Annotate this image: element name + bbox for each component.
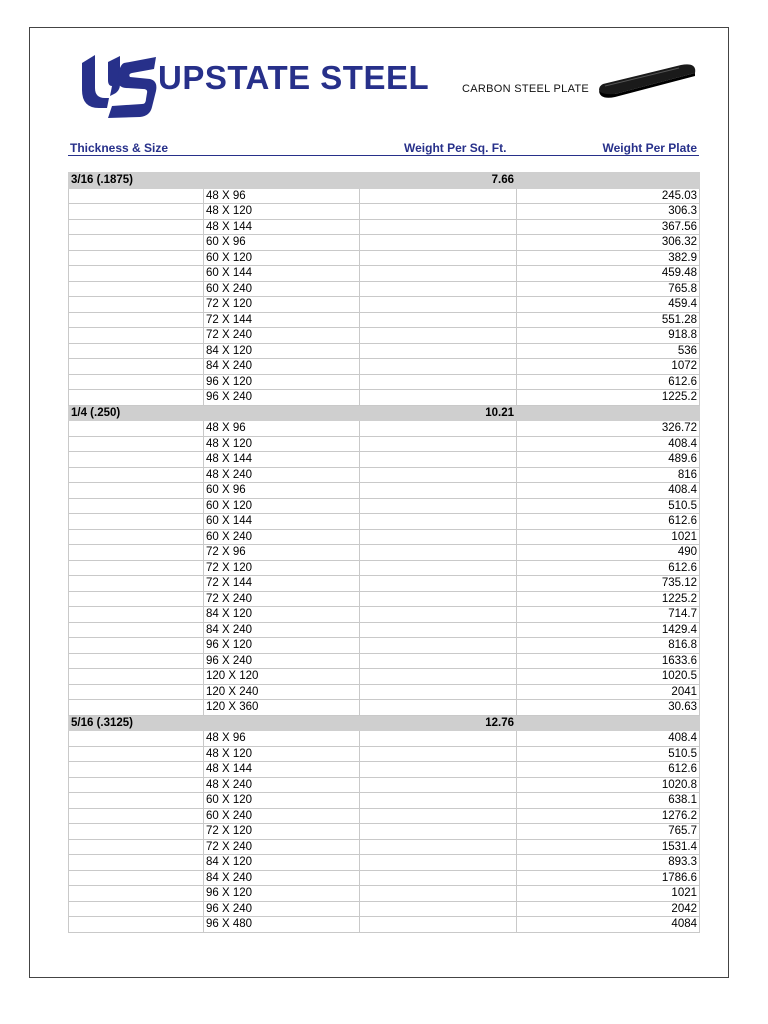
table-row — [69, 452, 700, 468]
plate-weight: 408.4 — [517, 436, 700, 452]
empty-cell — [360, 545, 517, 561]
plate-weight: 638.1 — [517, 793, 700, 809]
group-weight-per-sqft: 12.76 — [360, 715, 517, 731]
table-row — [69, 467, 700, 483]
plate-size: 96 X 480 — [204, 917, 360, 933]
plate-weight: 612.6 — [517, 374, 700, 390]
table-row — [69, 529, 700, 545]
empty-cell — [69, 839, 204, 855]
plate-size: 96 X 120 — [204, 374, 360, 390]
empty-cell — [360, 669, 517, 685]
empty-cell — [69, 452, 204, 468]
plate-weight: 510.5 — [517, 746, 700, 762]
plate-weight: 382.9 — [517, 250, 700, 266]
plate-size: 72 X 120 — [204, 297, 360, 313]
plate-size: 96 X 120 — [204, 886, 360, 902]
empty-cell — [69, 824, 204, 840]
empty-cell — [69, 483, 204, 499]
header-weight-per-plate: Weight Per Plate — [602, 141, 697, 155]
plate-size: 72 X 96 — [204, 545, 360, 561]
plate-weight: 489.6 — [517, 452, 700, 468]
empty-cell — [360, 746, 517, 762]
plate-size: 48 X 120 — [204, 746, 360, 762]
empty-cell — [360, 235, 517, 251]
group-weight-per-sqft: 10.21 — [360, 405, 517, 421]
plate-size: 48 X 120 — [204, 436, 360, 452]
empty-cell — [360, 514, 517, 530]
table-row — [69, 266, 700, 282]
empty-cell — [69, 638, 204, 654]
table-row — [69, 204, 700, 220]
table-row — [69, 622, 700, 638]
empty-cell — [360, 343, 517, 359]
plate-size: 72 X 240 — [204, 839, 360, 855]
plate-size: 120 X 240 — [204, 684, 360, 700]
group-thickness: 5/16 (.3125) — [69, 715, 360, 731]
empty-cell — [360, 421, 517, 437]
empty-cell — [360, 328, 517, 344]
plate-size: 48 X 96 — [204, 421, 360, 437]
plate-weight: 714.7 — [517, 607, 700, 623]
empty-cell — [69, 529, 204, 545]
header-weight-per-sqft: Weight Per Sq. Ft. — [404, 141, 507, 155]
plate-weight: 408.4 — [517, 483, 700, 499]
plate-size: 72 X 240 — [204, 591, 360, 607]
empty-cell — [360, 762, 517, 778]
plate-weight: 1072 — [517, 359, 700, 375]
plate-weight: 459.4 — [517, 297, 700, 313]
empty-cell — [360, 498, 517, 514]
table-row — [69, 436, 700, 452]
plate-weight: 1225.2 — [517, 390, 700, 406]
plate-weight: 816 — [517, 467, 700, 483]
plate-size: 84 X 240 — [204, 359, 360, 375]
empty-cell — [360, 901, 517, 917]
plate-weight: 1021 — [517, 886, 700, 902]
empty-cell — [69, 762, 204, 778]
plate-weight: 765.8 — [517, 281, 700, 297]
table-row — [69, 653, 700, 669]
empty-cell — [69, 607, 204, 623]
table-row — [69, 839, 700, 855]
table-row — [69, 343, 700, 359]
plate-size: 96 X 240 — [204, 390, 360, 406]
table-row — [69, 312, 700, 328]
plate-weight: 459.48 — [517, 266, 700, 282]
table-row — [69, 870, 700, 886]
plate-weight: 765.7 — [517, 824, 700, 840]
plate-size: 48 X 96 — [204, 731, 360, 747]
product-title: CARBON STEEL PLATE — [462, 83, 590, 95]
steel-plate-icon — [597, 64, 699, 98]
empty-cell — [360, 886, 517, 902]
plate-size: 48 X 96 — [204, 188, 360, 204]
empty-cell — [360, 855, 517, 871]
empty-cell — [69, 591, 204, 607]
plate-size: 72 X 120 — [204, 560, 360, 576]
table-row — [69, 421, 700, 437]
plate-size: 48 X 144 — [204, 219, 360, 235]
plate-weight: 893.3 — [517, 855, 700, 871]
table-row — [69, 684, 700, 700]
plate-weight: 536 — [517, 343, 700, 359]
empty-cell — [360, 374, 517, 390]
table-row — [69, 762, 700, 778]
empty-cell — [360, 917, 517, 933]
plate-weight: 510.5 — [517, 498, 700, 514]
empty-cell — [360, 591, 517, 607]
empty-cell — [69, 777, 204, 793]
empty-cell — [360, 622, 517, 638]
table-row — [69, 746, 700, 762]
empty-cell — [360, 870, 517, 886]
group-header-row — [69, 173, 700, 189]
empty-cell — [360, 576, 517, 592]
plate-size: 48 X 120 — [204, 204, 360, 220]
empty-cell — [360, 653, 517, 669]
empty-cell — [360, 638, 517, 654]
table-row — [69, 297, 700, 313]
plate-size: 96 X 120 — [204, 638, 360, 654]
table-row — [69, 808, 700, 824]
table-row — [69, 669, 700, 685]
empty-cell — [360, 467, 517, 483]
empty-cell — [360, 777, 517, 793]
empty-cell — [360, 359, 517, 375]
empty-cell — [360, 731, 517, 747]
empty-cell — [360, 483, 517, 499]
empty-cell — [360, 219, 517, 235]
empty-cell — [360, 297, 517, 313]
table-row — [69, 219, 700, 235]
empty-cell — [69, 188, 204, 204]
table-row — [69, 886, 700, 902]
plate-size: 84 X 240 — [204, 622, 360, 638]
table-row — [69, 560, 700, 576]
plate-weight: 1531.4 — [517, 839, 700, 855]
empty-cell — [360, 684, 517, 700]
empty-cell — [360, 560, 517, 576]
table-row — [69, 638, 700, 654]
plate-size: 60 X 144 — [204, 266, 360, 282]
table-row — [69, 390, 700, 406]
table-row — [69, 374, 700, 390]
empty-cell — [360, 188, 517, 204]
plate-weight: 1276.2 — [517, 808, 700, 824]
plate-size: 120 X 360 — [204, 700, 360, 716]
table-row — [69, 545, 700, 561]
empty-cell — [360, 700, 517, 716]
empty-cell — [69, 684, 204, 700]
plate-weight: 551.28 — [517, 312, 700, 328]
plate-weight: 2042 — [517, 901, 700, 917]
plate-weight: 326.72 — [517, 421, 700, 437]
empty-cell — [360, 824, 517, 840]
empty-cell — [69, 436, 204, 452]
table-row — [69, 777, 700, 793]
plate-size: 60 X 96 — [204, 483, 360, 499]
empty-cell — [69, 359, 204, 375]
group-empty-cell — [517, 173, 700, 189]
plate-weight: 612.6 — [517, 560, 700, 576]
plate-size: 72 X 144 — [204, 576, 360, 592]
empty-cell — [69, 514, 204, 530]
header-thickness-size: Thickness & Size — [70, 141, 169, 155]
table-row — [69, 235, 700, 251]
plate-size: 48 X 240 — [204, 777, 360, 793]
plate-size: 48 X 240 — [204, 467, 360, 483]
empty-cell — [69, 669, 204, 685]
empty-cell — [360, 436, 517, 452]
table-row — [69, 359, 700, 375]
header-divider — [68, 155, 699, 156]
plate-size: 60 X 120 — [204, 250, 360, 266]
plate-weight-table-body — [69, 173, 700, 933]
empty-cell — [69, 653, 204, 669]
empty-cell — [360, 390, 517, 406]
plate-size: 60 X 240 — [204, 529, 360, 545]
plate-size: 96 X 240 — [204, 901, 360, 917]
table-row — [69, 250, 700, 266]
plate-size: 72 X 120 — [204, 824, 360, 840]
us-monogram-logo-icon — [78, 50, 158, 118]
empty-cell — [69, 855, 204, 871]
empty-cell — [69, 498, 204, 514]
plate-size: 60 X 96 — [204, 235, 360, 251]
plate-weight: 1020.8 — [517, 777, 700, 793]
group-thickness: 3/16 (.1875) — [69, 173, 360, 189]
empty-cell — [360, 529, 517, 545]
table-row — [69, 188, 700, 204]
plate-size: 96 X 240 — [204, 653, 360, 669]
plate-size: 60 X 120 — [204, 498, 360, 514]
plate-size: 84 X 120 — [204, 343, 360, 359]
empty-cell — [69, 870, 204, 886]
plate-weight: 1786.6 — [517, 870, 700, 886]
table-row — [69, 917, 700, 933]
group-header-row — [69, 405, 700, 421]
empty-cell — [69, 281, 204, 297]
table-row — [69, 483, 700, 499]
plate-size: 84 X 120 — [204, 855, 360, 871]
plate-weight: 1021 — [517, 529, 700, 545]
empty-cell — [360, 839, 517, 855]
plate-size: 84 X 120 — [204, 607, 360, 623]
group-empty-cell — [517, 405, 700, 421]
plate-weight: 306.32 — [517, 235, 700, 251]
empty-cell — [69, 576, 204, 592]
empty-cell — [69, 886, 204, 902]
empty-cell — [69, 266, 204, 282]
table-row — [69, 731, 700, 747]
empty-cell — [360, 793, 517, 809]
plate-size: 60 X 240 — [204, 281, 360, 297]
table-row — [69, 855, 700, 871]
table-row — [69, 793, 700, 809]
empty-cell — [69, 421, 204, 437]
empty-cell — [69, 793, 204, 809]
plate-weight: 1633.6 — [517, 653, 700, 669]
plate-weight: 490 — [517, 545, 700, 561]
empty-cell — [360, 250, 517, 266]
plate-size: 60 X 240 — [204, 808, 360, 824]
empty-cell — [69, 545, 204, 561]
empty-cell — [69, 560, 204, 576]
empty-cell — [69, 328, 204, 344]
empty-cell — [69, 312, 204, 328]
plate-weight: 367.56 — [517, 219, 700, 235]
plate-size: 84 X 240 — [204, 870, 360, 886]
plate-size: 60 X 144 — [204, 514, 360, 530]
plate-weight: 30.63 — [517, 700, 700, 716]
table-row — [69, 824, 700, 840]
plate-weight: 4084 — [517, 917, 700, 933]
empty-cell — [69, 901, 204, 917]
empty-cell — [360, 452, 517, 468]
empty-cell — [69, 219, 204, 235]
empty-cell — [360, 607, 517, 623]
plate-weight: 612.6 — [517, 514, 700, 530]
table-row — [69, 591, 700, 607]
table-row — [69, 901, 700, 917]
table-row — [69, 328, 700, 344]
group-header-row — [69, 715, 700, 731]
plate-weight: 306.3 — [517, 204, 700, 220]
plate-weight: 1429.4 — [517, 622, 700, 638]
table-row — [69, 281, 700, 297]
table-row — [69, 700, 700, 716]
plate-weight: 1225.2 — [517, 591, 700, 607]
table-row — [69, 514, 700, 530]
group-weight-per-sqft: 7.66 — [360, 173, 517, 189]
plate-weight: 2041 — [517, 684, 700, 700]
table-row — [69, 576, 700, 592]
empty-cell — [360, 808, 517, 824]
empty-cell — [69, 746, 204, 762]
empty-cell — [69, 204, 204, 220]
empty-cell — [69, 343, 204, 359]
plate-size: 120 X 120 — [204, 669, 360, 685]
empty-cell — [69, 390, 204, 406]
empty-cell — [69, 731, 204, 747]
group-empty-cell — [517, 715, 700, 731]
plate-weight: 245.03 — [517, 188, 700, 204]
empty-cell — [360, 281, 517, 297]
plate-weight: 735.12 — [517, 576, 700, 592]
empty-cell — [69, 467, 204, 483]
plate-weight: 408.4 — [517, 731, 700, 747]
plate-weight-table — [68, 172, 700, 933]
table-row — [69, 498, 700, 514]
plate-size: 72 X 144 — [204, 312, 360, 328]
plate-weight: 1020.5 — [517, 669, 700, 685]
brand-name: UPSTATE STEEL — [158, 59, 430, 96]
plate-size: 48 X 144 — [204, 762, 360, 778]
empty-cell — [360, 204, 517, 220]
plate-weight: 816.8 — [517, 638, 700, 654]
empty-cell — [69, 235, 204, 251]
plate-size: 48 X 144 — [204, 452, 360, 468]
plate-size: 72 X 240 — [204, 328, 360, 344]
plate-weight: 612.6 — [517, 762, 700, 778]
table-row — [69, 607, 700, 623]
empty-cell — [69, 700, 204, 716]
plate-weight: 918.8 — [517, 328, 700, 344]
empty-cell — [69, 917, 204, 933]
empty-cell — [69, 250, 204, 266]
empty-cell — [360, 266, 517, 282]
empty-cell — [69, 622, 204, 638]
group-thickness: 1/4 (.250) — [69, 405, 360, 421]
empty-cell — [360, 312, 517, 328]
empty-cell — [69, 374, 204, 390]
empty-cell — [69, 808, 204, 824]
empty-cell — [69, 297, 204, 313]
plate-size: 60 X 120 — [204, 793, 360, 809]
